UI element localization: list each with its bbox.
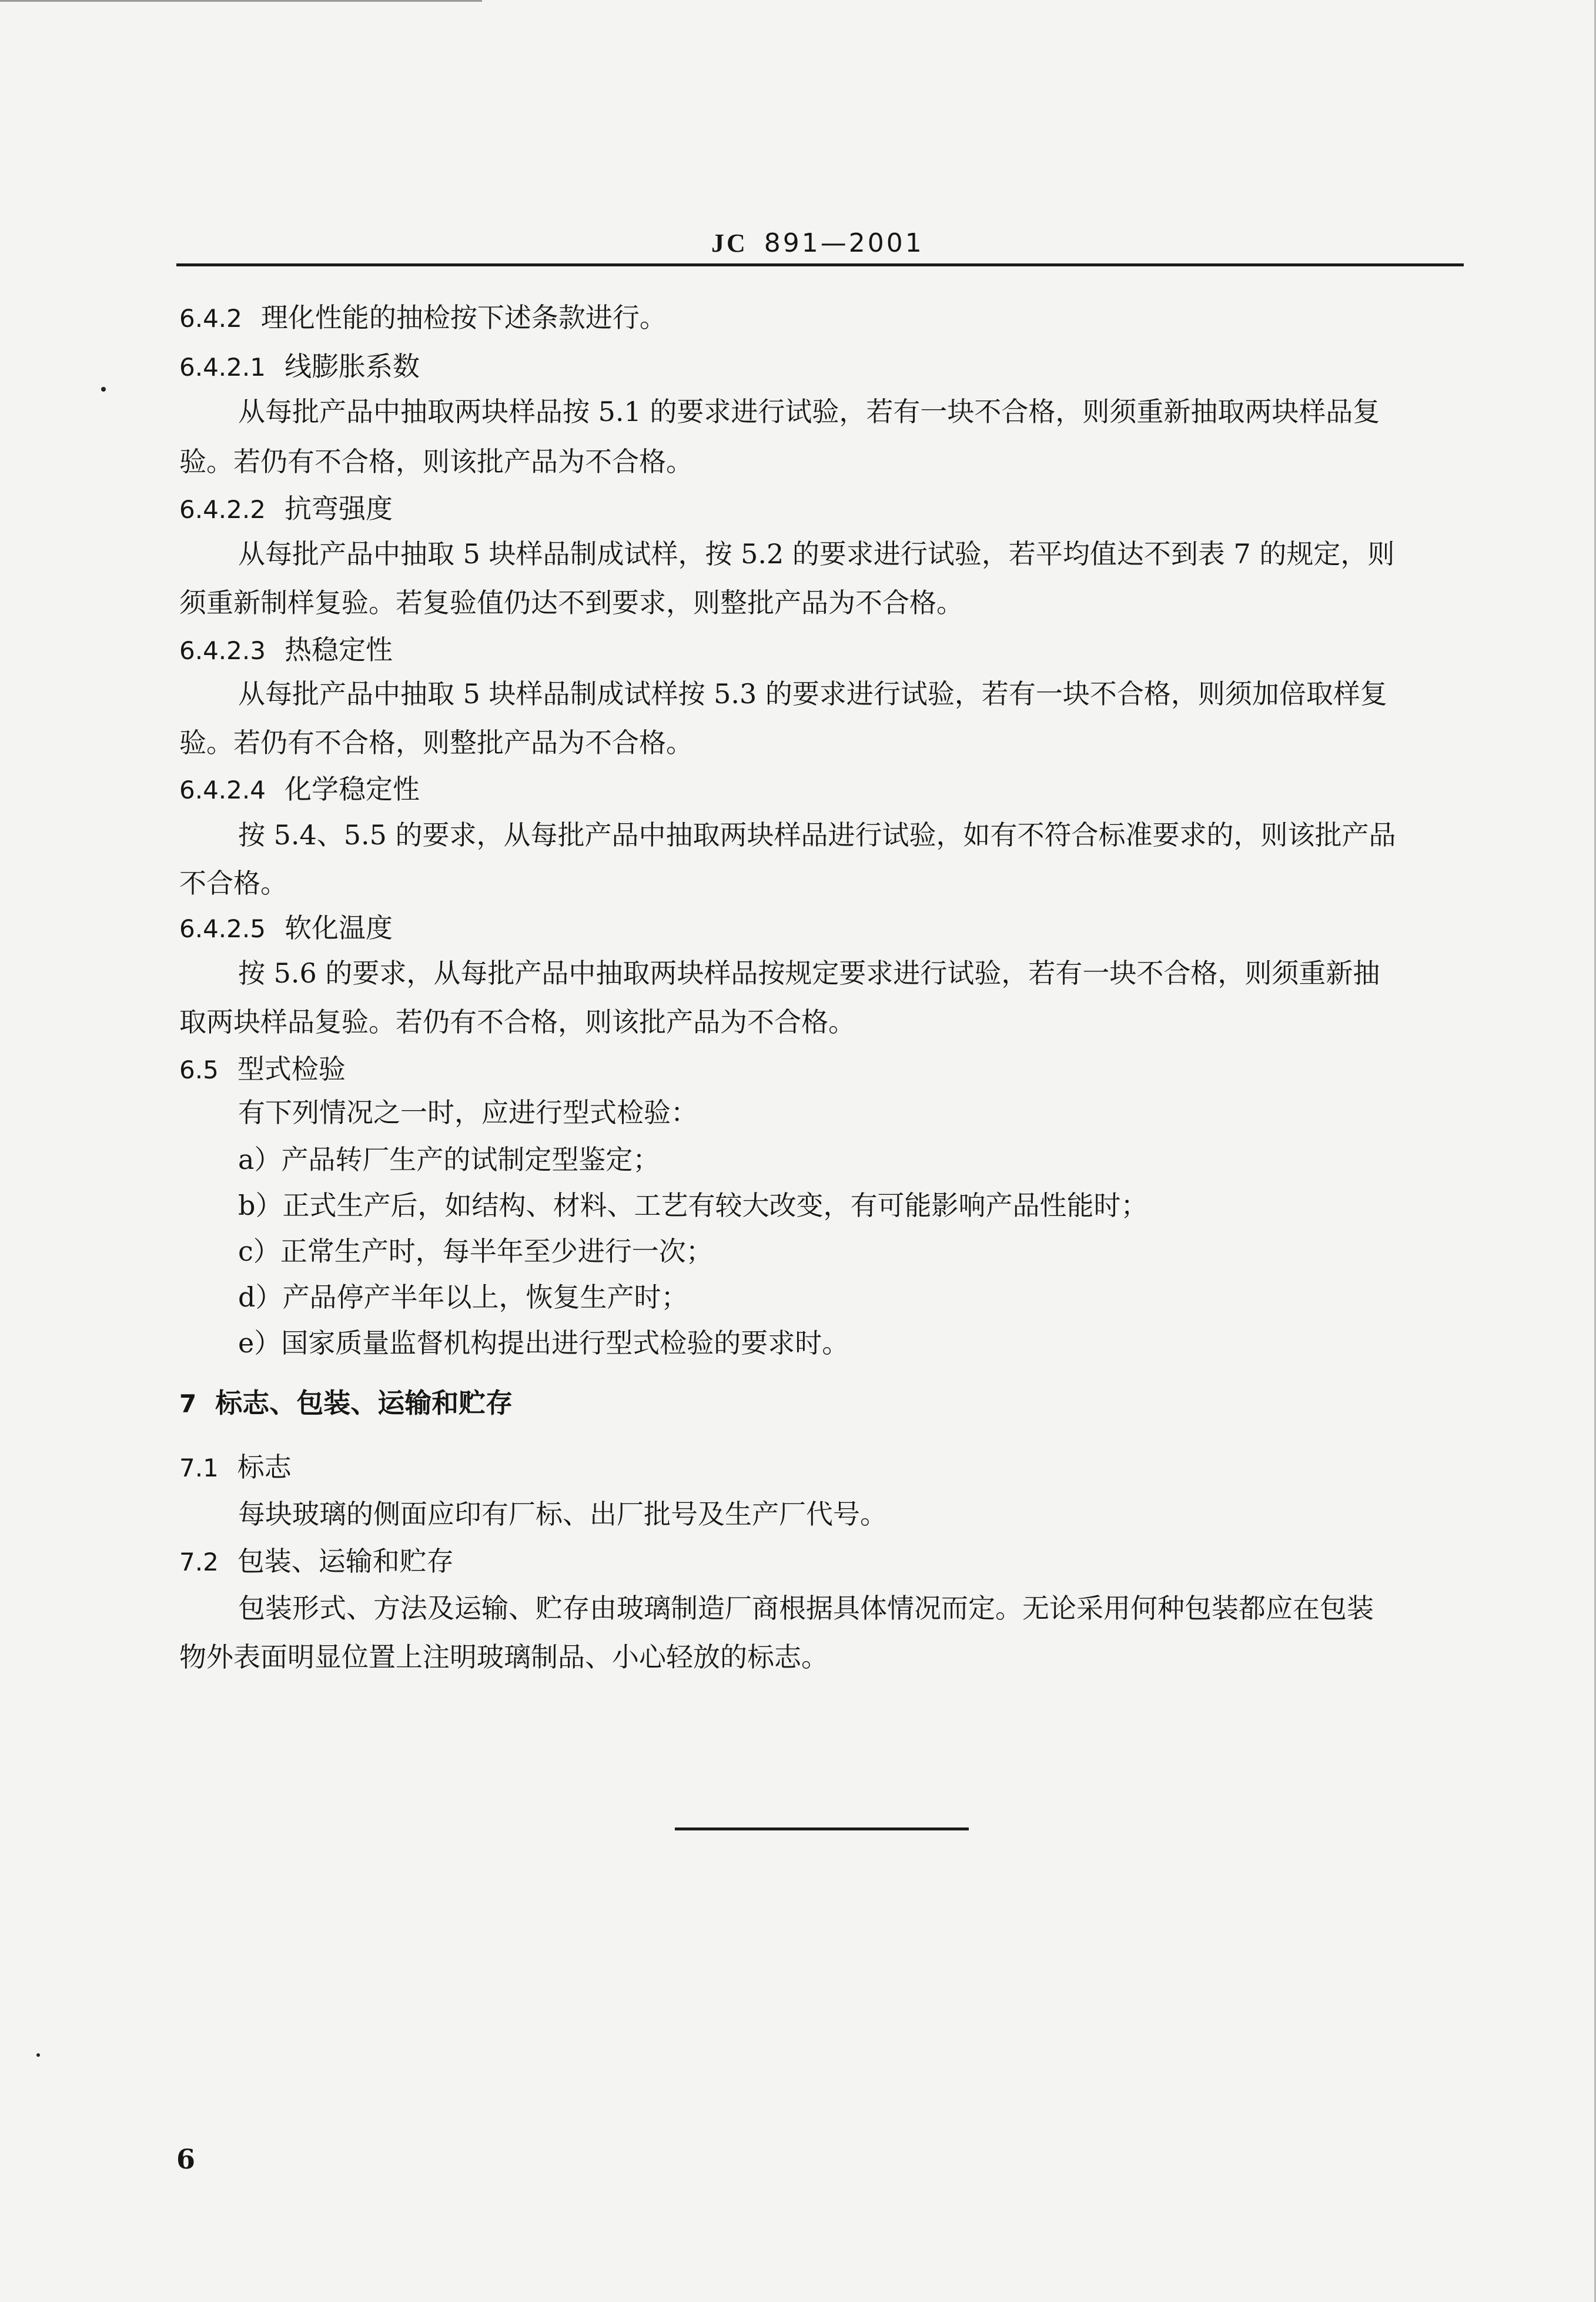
clause-number: 6.5 (179, 1055, 219, 1084)
paragraph-line: 物外表面明显位置上注明玻璃制品、小心轻放的标志。 (179, 1641, 828, 1673)
clause-number: 6.4.2.3 (179, 636, 266, 665)
header-rule (176, 263, 1464, 266)
clause-title: 包装、运输和贮存 (237, 1545, 454, 1577)
clause-7-2-heading (179, 1543, 454, 1580)
clause-number: 6.4.2.1 (179, 353, 266, 382)
clause-number: 7.1 (179, 1454, 219, 1482)
paragraph-line: 包装形式、方法及运输、贮存由玻璃制造厂商根据具体情况而定。无论采用何种包装都应在包装 (238, 1592, 1374, 1624)
clause-number: 6.4.2.2 (179, 495, 266, 524)
clause-number: 6.4.2.4 (179, 776, 266, 804)
list-item: e）国家质量监督机构提出进行型式检验的要求时。 (238, 1327, 849, 1359)
paragraph-line: 取两块样品复验。若仍有不合格，则该批产品为不合格。 (179, 1006, 855, 1038)
chapter-title: 标志、包装、运输和贮存 (215, 1387, 513, 1419)
clause-6-5-heading (179, 1051, 346, 1088)
clause-6-4-2 (179, 300, 667, 336)
clause-title: 标志 (237, 1451, 292, 1483)
paragraph-line: 从每批产品中抽取两块样品按 5.1 的要求进行试验，若有一块不合格，则须重新抽取两块样品复 (238, 396, 1380, 427)
clause-title: 线膨胀系数 (284, 350, 420, 382)
list-item: a）产品转厂生产的试制定型鉴定； (238, 1144, 660, 1175)
scan-speck (101, 387, 106, 392)
standard-code (711, 228, 924, 258)
scan-speck (36, 2053, 40, 2057)
clause-title: 软化温度 (284, 912, 393, 944)
clause-6-4-2-5-heading (179, 910, 393, 947)
standard-number: 891—2001 (764, 228, 924, 258)
standard-prefix: JC (711, 229, 748, 258)
paragraph-line: 不合格。 (179, 867, 287, 899)
paragraph-line: 须重新制样复验。若复验值仍达不到要求，则整批产品为不合格。 (179, 587, 963, 619)
paragraph-line: 验。若仍有不合格，则该批产品为不合格。 (179, 446, 693, 477)
clause-number: 6.4.2.5 (179, 914, 266, 943)
clause-6-4-2-1-heading (179, 349, 420, 385)
clause-6-4-2-3-heading (179, 632, 393, 669)
paragraph-line: 按 5.4、5.5 的要求，从每批产品中抽取两块样品进行试验，如有不符合标准要求的，则该批产品 (238, 819, 1396, 851)
paragraph-line: 按 5.6 的要求，从每批产品中抽取两块样品按规定要求进行试验，若有一块不合格，则须重新抽 (238, 957, 1380, 989)
paragraph-line: 从每批产品中抽取 5 块样品制成试样，按 5.2 的要求进行试验，若平均值达不到表 7 的规定，则 (238, 538, 1395, 570)
clause-text: 理化性能的抽检按下述条款进行。 (260, 302, 667, 333)
paragraph-line: 每块玻璃的侧面应印有厂标、出厂批号及生产厂代号。 (238, 1498, 887, 1530)
clause-number: 7.2 (179, 1548, 219, 1576)
list-item: b）正式生产后，如结构、材料、工艺有较大改变，有可能影响产品性能时； (238, 1190, 1148, 1221)
clause-6-4-2-2-heading (179, 491, 393, 527)
clause-6-4-2-4-heading (179, 771, 420, 808)
paragraph-line: 有下列情况之一时，应进行型式检验： (238, 1097, 698, 1128)
clause-7-1-heading (179, 1449, 292, 1486)
clause-title: 抗弯强度 (284, 493, 393, 524)
paragraph-line: 从每批产品中抽取 5 块样品制成试样按 5.3 的要求进行试验，若有一块不合格，则须加倍取样复 (238, 678, 1387, 710)
chapter-7-heading (179, 1385, 513, 1422)
page-number: 6 (176, 2143, 196, 2175)
paragraph-line: 验。若仍有不合格，则整批产品为不合格。 (179, 727, 693, 759)
clause-title: 热稳定性 (284, 634, 393, 666)
end-of-text-rule (675, 1827, 969, 1830)
scan-edge (0, 0, 482, 2)
clause-number: 6.4.2 (179, 304, 242, 333)
list-item: c）正常生产时，每半年至少进行一次； (238, 1235, 713, 1267)
clause-title: 化学稳定性 (284, 773, 420, 805)
clause-title: 型式检验 (237, 1053, 346, 1085)
list-item: d）产品停产半年以上，恢复生产时； (238, 1281, 688, 1313)
chapter-number: 7 (179, 1389, 197, 1418)
